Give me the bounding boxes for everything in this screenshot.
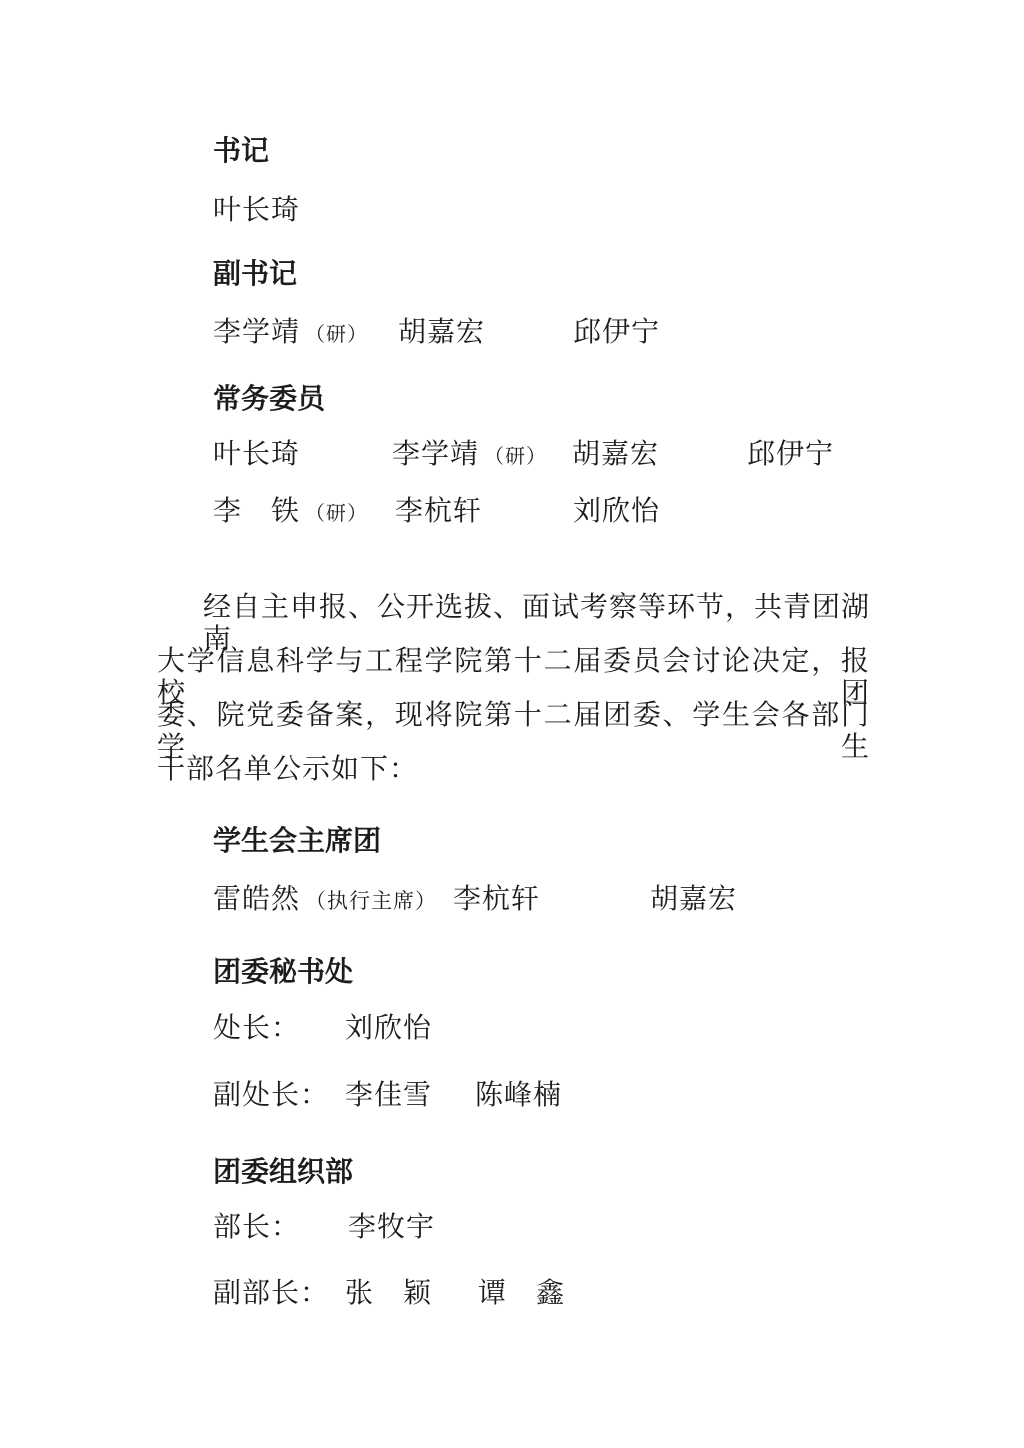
- deputy-secretary-member-3: 邱伊宁: [573, 317, 661, 348]
- paragraph-line-4: 干部名单公示如下：: [157, 754, 419, 785]
- member-name: 雷皓然: [213, 884, 301, 915]
- organization-deputy-1: 张 颖: [345, 1278, 433, 1309]
- secretary-name: 叶长琦: [213, 195, 301, 226]
- organization-deputy-label: 副部长：: [213, 1278, 330, 1309]
- standing-committee-heading: 常务委员: [213, 384, 326, 415]
- organization-minister-label: 部长：: [213, 1212, 301, 1243]
- deputy-secretary-member-2: 胡嘉宏: [398, 317, 486, 348]
- paragraph-line-3: 委、院党委备案，现将院第十二届团委、学生会各部门学生: [157, 700, 870, 763]
- secretariat-heading: 团委秘书处: [213, 957, 354, 988]
- student-union-chair: [213, 884, 437, 917]
- standing-member-4: 邱伊宁: [747, 439, 835, 470]
- member-note: （研）: [305, 503, 369, 525]
- member-name: 李 铁: [213, 496, 301, 527]
- paragraph-line-1: 经自主申报、公开选拔、面试考察等环节，共青团湖南: [203, 592, 871, 655]
- paragraph-line-2: 大学信息科学与工程学院第十二届委员会讨论决定，报校团: [157, 646, 870, 709]
- organization-deputy-2: 谭 鑫: [478, 1278, 566, 1309]
- standing-member-7: 刘欣怡: [573, 496, 661, 527]
- chair-title-note: （执行主席）: [305, 889, 438, 913]
- secretary-heading: 书记: [213, 136, 270, 167]
- secretariat-deputy-label: 副处长：: [213, 1080, 330, 1111]
- student-union-member-2: 李杭轩: [453, 884, 541, 915]
- standing-member-5: [213, 496, 368, 530]
- student-union-heading: 学生会主席团: [213, 826, 382, 857]
- secretariat-deputy-1: 李佳雪: [345, 1080, 433, 1111]
- organization-dept-heading: 团委组织部: [213, 1157, 354, 1188]
- secretariat-director-label: 处长：: [213, 1013, 301, 1044]
- member-note: （研）: [305, 324, 369, 346]
- member-name: 李学靖: [213, 317, 301, 348]
- standing-member-3: 胡嘉宏: [572, 439, 660, 470]
- secretariat-director-name: 刘欣怡: [345, 1013, 433, 1044]
- member-note: （研）: [484, 446, 548, 468]
- organization-minister-name: 李牧宇: [348, 1212, 436, 1243]
- standing-member-2: [392, 439, 547, 473]
- secretariat-deputy-2: 陈峰楠: [475, 1080, 563, 1111]
- standing-member-1: 叶长琦: [213, 439, 301, 470]
- deputy-secretary-member-1: [213, 317, 368, 351]
- student-union-member-3: 胡嘉宏: [650, 884, 738, 915]
- standing-member-6: 李杭轩: [395, 496, 483, 527]
- member-name: 李学靖: [392, 439, 480, 470]
- deputy-secretary-heading: 副书记: [213, 259, 298, 290]
